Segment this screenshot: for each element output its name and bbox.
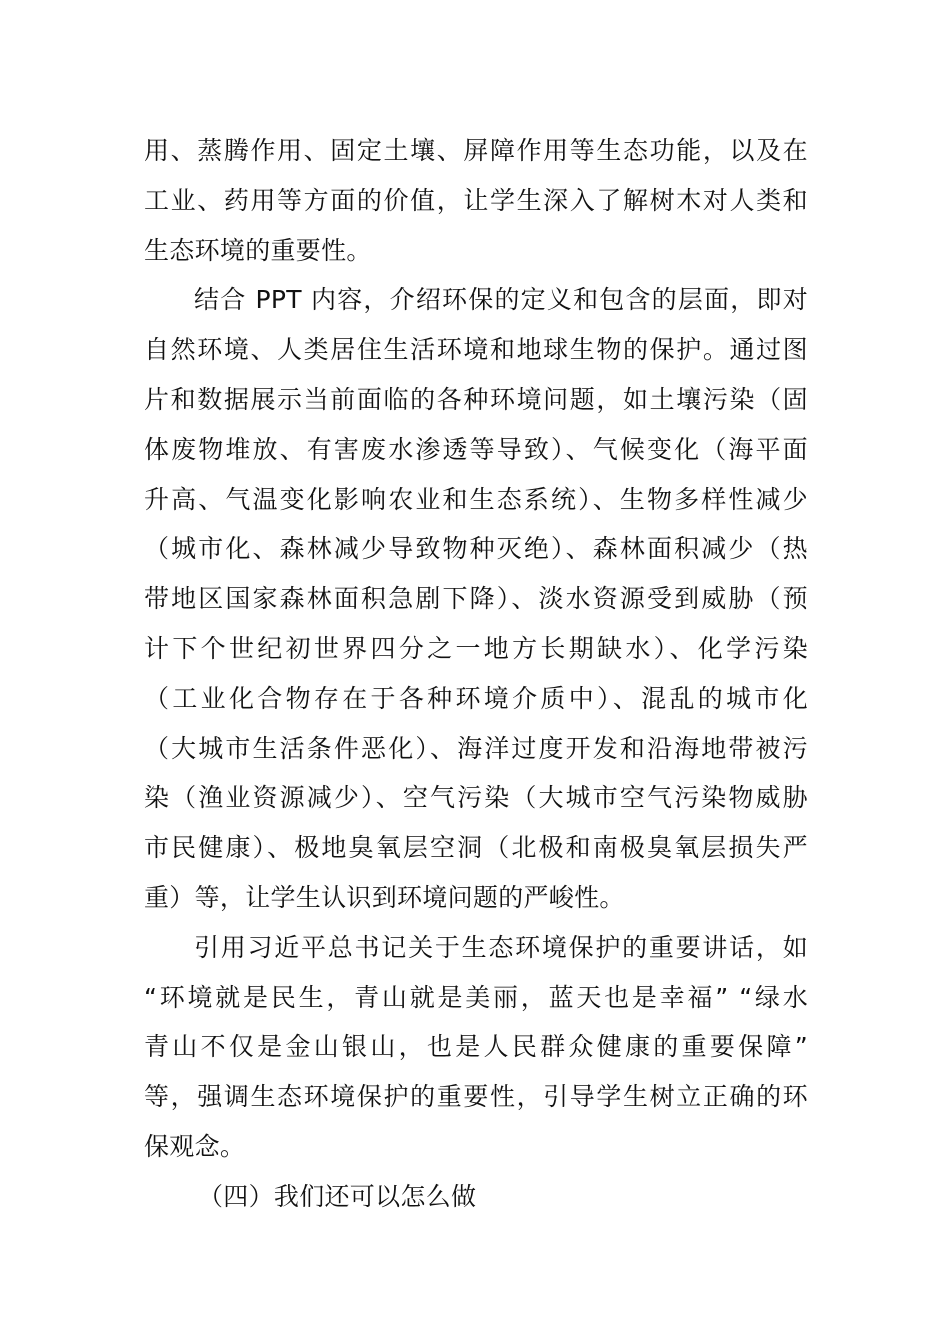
text-line: 体废物堆放、有害废水渗透等导致）、气候变化（海平面 (144, 434, 808, 464)
text-line: 工业、药用等方面的价值，让学生深入了解树木对人类和 (144, 185, 808, 215)
text-line: 引用习近平总书记关于生态环境保护的重要讲话，如 (194, 932, 808, 962)
text-line: 等，强调生态环境保护的重要性，引导学生树立正确的环 (144, 1082, 808, 1112)
text-line: （城市化、森林减少导致物种灭绝）、森林面积减少（热 (144, 534, 808, 564)
document-body (144, 126, 808, 1222)
text-line: 生态环境的重要性。 (144, 235, 372, 265)
text-line: （工业化合物存在于各种环境介质中）、混乱的城市化 (144, 683, 808, 713)
text-line: “环境就是民生，青山就是美丽，蓝天也是幸福” “绿水 (144, 982, 808, 1012)
text-line: 保观念。 (144, 1131, 246, 1161)
text-line: 升高、气温变化影响农业和生态系统）、生物多样性减少 (144, 484, 808, 514)
paragraph-environmental-problems (144, 275, 808, 922)
text-line: 市民健康）、极地臭氧层空洞（北极和南极臭氧层损失严 (144, 833, 808, 863)
text-line: 片和数据展示当前面临的各种环境问题，如土壤污染（固 (144, 384, 808, 414)
text-line: （大城市生活条件恶化）、海洋过度开发和沿海地带被污 (144, 733, 808, 763)
paragraph-quote (144, 923, 808, 1172)
text-line: 自然环境、人类居住生活环境和地球生物的保护。通过图 (144, 335, 808, 365)
paragraph-continued (144, 126, 808, 275)
text-line: 重）等，让学生认识到环境问题的严峻性。 (144, 882, 625, 912)
text-line: 染（渔业资源减少）、空气污染（大城市空气污染物威胁 (144, 783, 808, 813)
text-line: 计下个世纪初世界四分之一地方长期缺水）、化学污染 (144, 633, 808, 663)
text-line: 青山不仅是金山银山，也是人民群众健康的重要保障” (144, 1032, 808, 1062)
section-heading: （四）我们还可以怎么做 (198, 1181, 477, 1211)
text-line: 带地区国家森林面积急剧下降）、淡水资源受到威胁（预 (144, 584, 808, 614)
text-line: 结合 PPT 内容，介绍环保的定义和包含的层面，即对 (194, 285, 808, 315)
text-line: 用、蒸腾作用、固定土壤、屏障作用等生态功能，以及在 (144, 136, 808, 165)
